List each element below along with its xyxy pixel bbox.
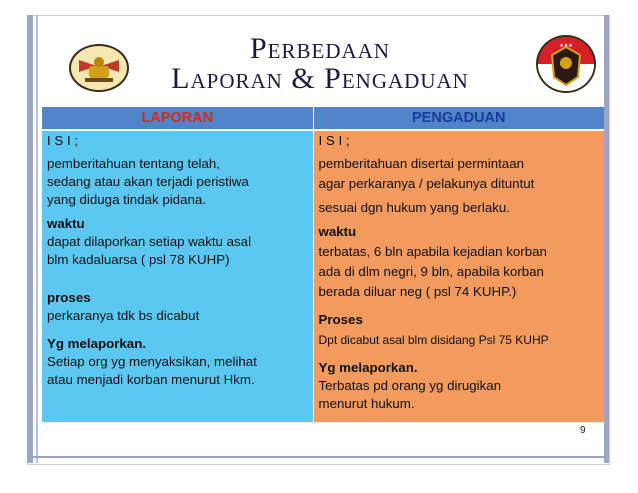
laporan-cell	[42, 130, 313, 422]
header-pengaduan: PENGADUAN	[313, 107, 604, 130]
table-header-row	[42, 107, 604, 130]
laporan-proses-label: proses	[47, 290, 91, 305]
pengaduan-pelapor-line: Terbatas pd orang yg dirugikan	[318, 378, 502, 393]
laporan-waktu-line: blm kadaluarsa ( psl 78 KUHP)	[47, 252, 230, 267]
pengaduan-waktu-line: berada diluar neg ( psl 74 KUHP.)	[318, 284, 517, 299]
slide-title-line2: Laporan & Pengaduan	[171, 62, 469, 95]
pengaduan-pelapor-label: Yg melaporkan.	[318, 360, 418, 375]
pengaduan-proses-line: Dpt dicabut asal blm disidang Psl 75 KUHP	[318, 333, 549, 347]
laporan-waktu-line: dapat dilaporkan setiap waktu asal	[47, 234, 252, 249]
pengaduan-isi-line: pemberitahuan disertai permintaan	[318, 156, 524, 171]
slide-title-line1: Perbedaan	[249, 32, 390, 65]
laporan-proses-line: perkaranya tdk bs dicabut	[47, 308, 200, 323]
pengaduan-isi-line: sesuai dgn hukum yang berlaku.	[318, 200, 510, 215]
laporan-isi-line: yang diduga tindak pidana.	[47, 192, 206, 207]
laporan-pelapor-line: atau menjadi korban menurut Hkm.	[47, 372, 255, 387]
pengaduan-waktu-line: ada di dlm negri, 9 bln, apabila korban	[318, 264, 544, 279]
page-number: 9	[580, 425, 586, 436]
pengaduan-proses-label: Proses	[318, 312, 363, 327]
laporan-isi-line: pemberitahuan tentang telah,	[47, 156, 220, 171]
pengaduan-pelapor-line: menurut hukum.	[318, 396, 415, 411]
right-emblem-logo	[536, 35, 596, 93]
pengaduan-isi-line: agar perkaranya / pelakunya dituntut	[318, 176, 535, 191]
laporan-isi-line: sedang atau akan terjadi peristiwa	[47, 174, 249, 189]
laporan-pelapor-line: Setiap org yg menyaksikan, melihat	[47, 354, 257, 369]
pengaduan-waktu-line: terbatas, 6 bln apabila kejadian korban	[318, 244, 547, 259]
pengaduan-isi-label: I S I ;	[318, 133, 350, 148]
laporan-waktu-label: waktu	[47, 216, 85, 231]
slide-border-left	[27, 15, 33, 463]
pengaduan-cell	[313, 130, 604, 422]
laporan-isi-label: I S I ;	[47, 133, 79, 148]
slide-border-right	[604, 15, 609, 463]
header-laporan: LAPORAN	[42, 107, 313, 130]
laporan-pelapor-label: Yg melaporkan.	[47, 336, 147, 351]
slide-border-bottom	[27, 456, 609, 458]
svg-text:★★★: ★★★	[559, 43, 573, 49]
slide-border-left-inner	[36, 15, 38, 463]
comparison-table	[42, 107, 604, 422]
table-body-row	[42, 130, 604, 422]
pengaduan-waktu-label: waktu	[318, 224, 357, 239]
